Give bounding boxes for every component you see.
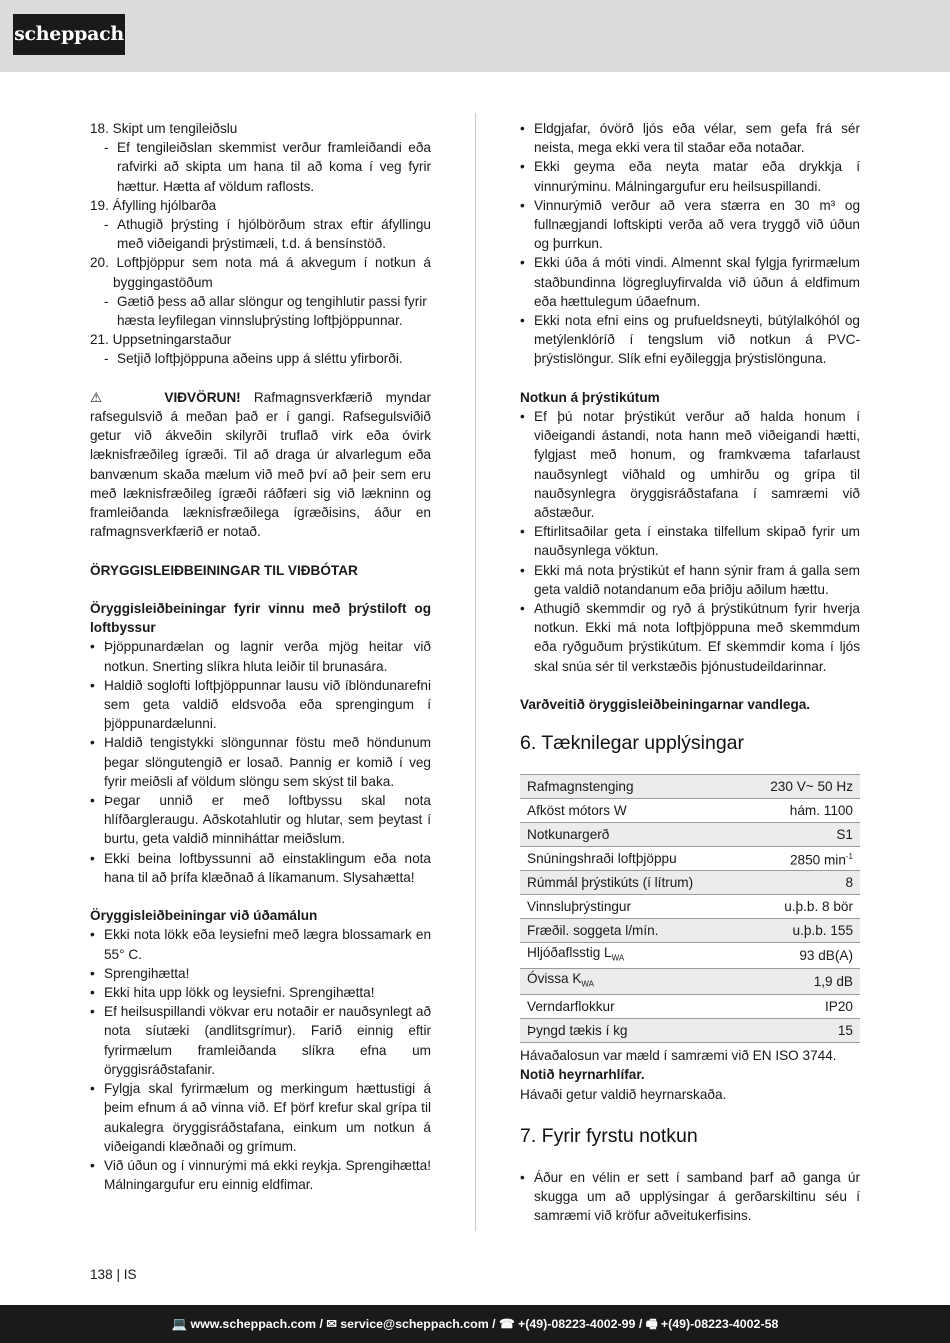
list-item: • Ekki nota lökk eða leysiefni með lægra blossamark en 55° C. (90, 925, 431, 963)
spec-value: hám. 1100 (741, 799, 860, 823)
spec-label: Þyngd tækis í kg (520, 1019, 741, 1043)
phone-number: +(49)-08223-4002-99 (517, 1317, 636, 1331)
spray-painting-list-continued (520, 119, 860, 369)
item-18-title: 18. Skipt um tengileiðslu (90, 121, 238, 136)
table-row (520, 775, 860, 799)
spec-label: Verndarflokkur (520, 995, 741, 1019)
spec-label: Rafmagnstenging (520, 775, 741, 799)
table-row (520, 919, 860, 943)
list-item: • Ekki beina loftbyssunni að einstaklingum eða nota hana til að þrífa klæðnað á líkamanum. Slysahætta! (90, 849, 431, 887)
right-column (520, 119, 860, 1225)
item-20-dash: - Gætið þess að allar slöngur og tengihlutir passi fyrir hæsta leyfilegan vinnsluþrýsting loftþjöppunnar. (90, 292, 431, 330)
subheading-pressure-tanks: Notkun á þrýstikútum (520, 389, 660, 405)
scheppach-logo: scheppach (13, 14, 125, 55)
list-item: • Þegar unnið er með loftbyssu skal nota hlífðargleraugu. Aðskotahlutir og hlutar, sem þeytast í burtu, geta valdið minniháttar meiðslum. (90, 791, 431, 849)
item-19-title: 19. Áfylling hjólbarða (90, 197, 217, 213)
envelope-icon: ✉ (326, 1317, 337, 1331)
item-21-title: 21. Uppsetningarstaður (90, 332, 232, 348)
technical-data-table (520, 774, 860, 1043)
spec-label: Fræðil. soggeta l/mín. (520, 919, 741, 943)
list-item: • Ekki nota efni eins og prufueldsneyti, bútýlalkóhól og metýlenklóríð í tengslum við notkun á PVC-þrýstislöngur. Slík efni eyðileggja þrýstislönguna. (520, 311, 860, 369)
table-row (520, 871, 860, 895)
list-item: • Ef þú notar þrýstikút verður að halda honum í viðeigandi ástandi, nota hann með viðeigandi hætti, fylgjast með honum, og framkvæma tafarlaust nauðsynlegt viðhald og umhirðu og grípa til nauðsynlegra öryggisráðstafana í samræmi við aðstæður. (520, 407, 860, 522)
list-item: • Við úðun og í vinnurými má ekki reykja. Sprengihætta! Málningargufur eru einnig eldfimar. (90, 1156, 431, 1194)
phone-icon: ☎ (499, 1317, 515, 1331)
spec-value: S1 (741, 823, 860, 847)
table-row (520, 799, 860, 823)
spec-value: u.þ.b. 155 (741, 919, 860, 943)
list-item: • Ekki má nota þrýstikút ef hann sýnir fram á galla sem geta valdið notandanum eða þriðju aðilum hættu. (520, 561, 860, 599)
section-heading-additional-safety: ÖRYGGISLEIÐBEININGAR TIL VIÐBÓTAR (90, 562, 358, 578)
list-item: • Fylgja skal fyrirmælum og merkingum hættustigi á þeim efnum á að vinna við. Ef þörf krefur skal grípa til aukalegra öryggisráðstafana, einkum um notkun á viðeigandi klæðnaði og grímum. (90, 1079, 431, 1156)
table-row (520, 943, 860, 969)
spec-label: Rúmmál þrýstikúts (í lítrum) (520, 871, 741, 895)
list-item: • Eftirlitsaðilar geta í einstaka tilfellum skipað fyrir um nauðsynlega vöktun. (520, 522, 860, 560)
spec-label: Vinnsluþrýstingur (520, 895, 741, 919)
page-number: 138 | IS (90, 1267, 137, 1282)
spray-painting-list (90, 925, 431, 1194)
subheading-compressed-air: Öryggisleiðbeiningar fyrir vinnu með þrýstiloft og loftbyssur (90, 601, 431, 636)
spec-label: Notkunargerð (520, 823, 741, 847)
item-19-dash: - Athugið þrýsting í hjólbörðum strax eftir áfyllingu með viðeigandi þrýstimæli, t.d. á bensínstöð. (90, 215, 431, 253)
spec-label: Óvissa $K_{WA}$ (520, 969, 741, 995)
list-item: • Vinnurýmið verður að vera stærra en 30 m³ og fullnægjandi loftskipti verða að vera tryggð við úðun og þurrkun. (520, 196, 860, 254)
spec-value: 1,9 dB (741, 969, 860, 995)
header-band (0, 0, 950, 72)
item-18-dash: - Ef tengileiðslan skemmist verður framleiðandi eða rafvirki að skipta um hana til að koma í veg fyrir hættur. Hætta af völdum raflosts. (90, 138, 431, 196)
spec-value: 230 V~ 50 Hz (741, 775, 860, 799)
compressed-air-list (90, 637, 431, 887)
table-row (520, 1019, 860, 1043)
item-20-title: 20. Loftþjöppur sem nota má á akvegum í notkun á byggingastöðum (90, 255, 431, 290)
spec-label: Afköst mótors W (520, 799, 741, 823)
list-item: • Ekki hita upp lökk og leysiefni. Sprengihætta! (90, 983, 431, 1002)
list-item: • Ef heilsuspillandi vökvar eru notaðir er nauðsynlegt að nota síutæki (andlitsgrímur). Farið einnig eftir fyrirmælum framleiðanda slíkra efna um öryggisráðstafanir. (90, 1002, 431, 1079)
spec-value: 15 (741, 1019, 860, 1043)
item-21-dash: - Setjið loftþjöppuna aðeins upp á sléttu yfirborði. (90, 349, 431, 368)
spec-value: 2850 $\min^{-1}$ (741, 847, 860, 871)
warning-paragraph (90, 388, 431, 542)
warning-label: VIÐVÖRUN! (164, 389, 241, 405)
hearing-protection-note: Notið heyrnarhlífar. (520, 1067, 645, 1083)
computer-icon: 💻 (171, 1317, 188, 1331)
list-item: • Athugið skemmdir og ryð á þrýstikútnum fyrir hverja notkun. Ekki má nota loftþjöppuna með skemmdum eða ryðguðum þrýstikútum. Ef skemmdir koma í ljós skal snúa sér til verkstæðis þjónustudeildarinnar. (520, 599, 860, 676)
table-row (520, 823, 860, 847)
section-7-title: 7. Fyrir fyrstu notkun (520, 1124, 698, 1147)
fax-number: +(49)-08223-4002-58 (660, 1317, 779, 1331)
spec-value: u.þ.b. 8 bör (741, 895, 860, 919)
footer-contact-bar: 💻 www.scheppach.com / ✉ service@scheppach.com / ☎ +(49)-08223-4002-99 / 🖷 +(49)-08223-4002-58 (0, 1305, 950, 1343)
keep-instructions-note: Varðveitið öryggisleiðbeiningarnar vandlega. (520, 697, 811, 713)
spec-label: Hljóðaflsstig $L_{WA}$ (520, 943, 741, 969)
warning-text: Rafmagnsverkfærið myndar rafsegulsvið á meðan það er í gangi. Rafsegulsviðið getur við ákveðin skilyrði truflað virk eða óvirk læknisfræðileg ígræði. Til að draga úr alvarlegum eða banvænum skaða mælum við með því að þeir sem eru með læknisfræðileg ígræði ráðfæri sig við lækninn og framleiðanda læknisfræðilega ígræðisins, áður en rafmagnsverkfærið er notað. (90, 389, 431, 540)
hearing-damage-note: Hávaði getur valdið heyrnarskaða. (520, 1086, 727, 1102)
noise-measurement-note: Hávaðalosun var mæld í samræmi við EN ISO 3744. (520, 1048, 837, 1064)
service-email-link[interactable]: service@scheppach.com (340, 1317, 489, 1331)
list-item: • Ekki geyma eða neyta matar eða drykkja í vinnurýminu. Málningargufur eru heilsuspillandi. (520, 157, 860, 195)
subheading-spray-painting: Öryggisleiðbeiningar við úðamálun (90, 908, 318, 924)
list-item: • Þjöppunardælan og lagnir verða mjög heitar við notkun. Snerting slíkra hluta leiðir til brunasára. (90, 637, 431, 675)
list-item: • Áður en vélin er sett í samband þarf að ganga úr skugga um að upplýsingar á gerðarskiltinu séu í samræmi við kröfur aðveitukerfisins. (520, 1168, 860, 1226)
list-item: • Haldið soglofti loftþjöppunnar lausu við íblöndunarefni sem geta valdið eldsvoða eða sprengingum í þjöppunardælunni. (90, 676, 431, 734)
spec-label: Snúningshraði loftþjöppu (520, 847, 741, 871)
list-item: • Ekki úða á móti vindi. Almennt skal fylgja fyrirmælum staðbundinna lögregluyfirvalda við úðun á eldfimum eða hættulegum úðaefnum. (520, 253, 860, 311)
column-divider (475, 113, 476, 1231)
warning-icon: ⚠ (90, 389, 112, 405)
list-item: • Eldgjafar, óvörð ljós eða vélar, sem gefa frá sér neista, mega ekki vera til staðar eða notaðar. (520, 119, 860, 157)
spec-value: 93 dB(A) (741, 943, 860, 969)
list-item: • Sprengihætta! (90, 964, 431, 983)
pressure-tank-list (520, 407, 860, 676)
section-6-title: 6. Tæknilegar upplýsingar (520, 732, 745, 755)
table-row (520, 995, 860, 1019)
table-row (520, 969, 860, 995)
spec-value: 8 (741, 871, 860, 895)
left-column (90, 119, 431, 1194)
website-link[interactable]: www.scheppach.com (190, 1317, 317, 1331)
spec-value: IP20 (741, 995, 860, 1019)
table-row (520, 847, 860, 871)
table-row (520, 895, 860, 919)
list-item: • Haldið tengistykki slöngunnar föstu með höndunum þegar slöngutengið er losað. Þannig er komið í veg fyrir meiðsli af völdum slöngu sem skýst til baka. (90, 733, 431, 791)
fax-icon: 🖷 (645, 1317, 658, 1331)
